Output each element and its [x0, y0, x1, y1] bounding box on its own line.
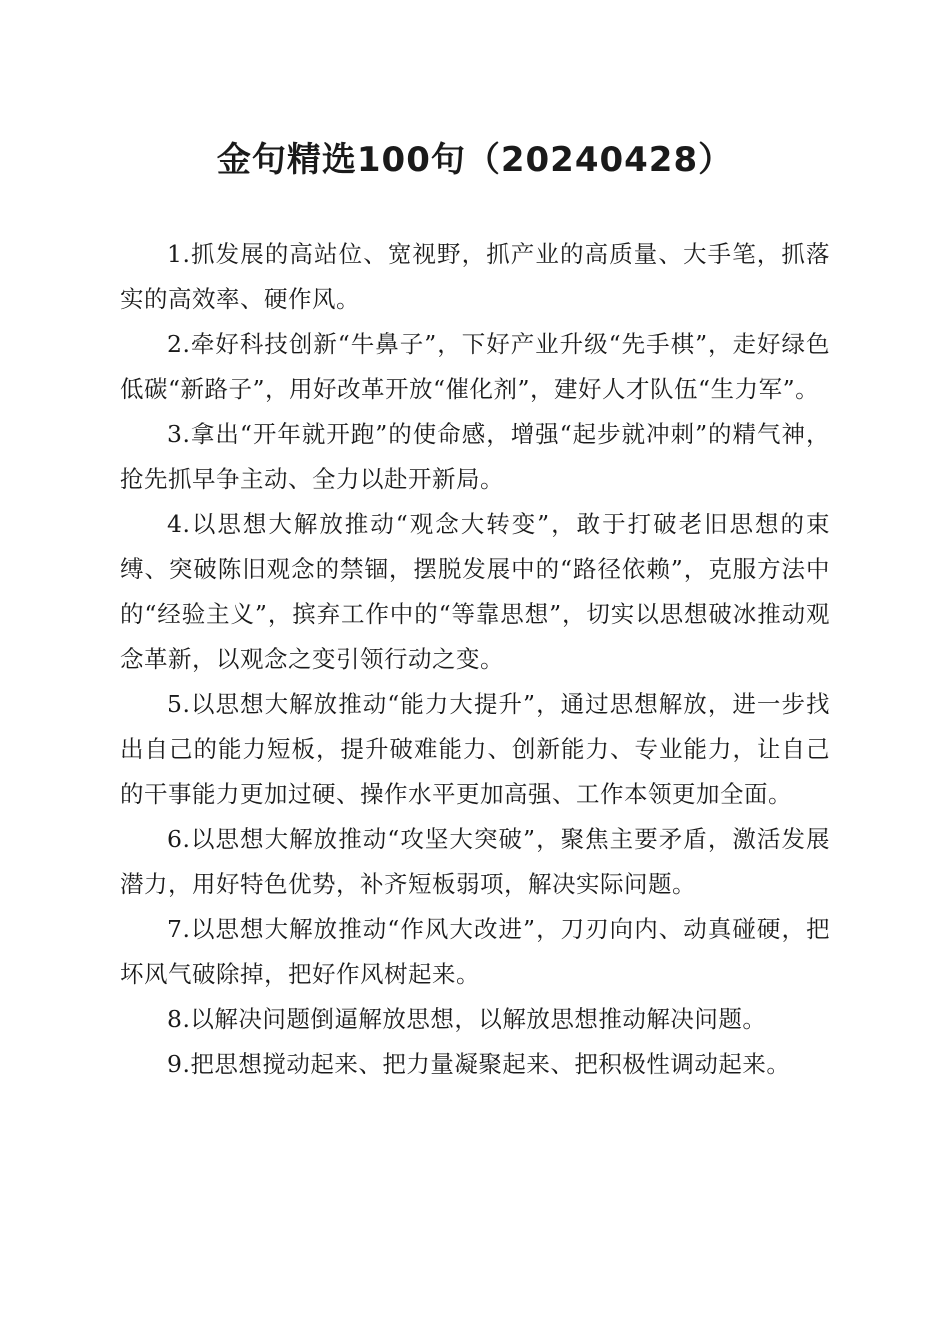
list-item: 7.以思想大解放推动“作风大改进”，刀刃向内、动真碰硬，把坏风气破除掉，把好作风树起来。 [120, 915, 830, 988]
list-item: 8.以解决问题倒逼解放思想，以解放思想推动解决问题。 [167, 1005, 767, 1033]
list-item: 9.把思想搅动起来、把力量凝聚起来、把积极性调动起来。 [167, 1050, 791, 1078]
list-item: 1.抓发展的高站位、宽视野，抓产业的高质量、大手笔，抓落实的高效率、硬作风。 [120, 240, 830, 313]
list-item: 4.以思想大解放推动“观念大转变”，敢于打破老旧思想的束缚、突破陈旧观念的禁锢，摆脱发展中的“路径依赖”，克服方法中的“经验主义”，摈弃工作中的“等靠思想”，切实以思想破冰推动观念革新，以观念之变引领行动之变。 [120, 510, 830, 673]
document-title: 金句精选100句（20240428） [216, 140, 734, 180]
list-item: 6.以思想大解放推动“攻坚大突破”，聚焦主要矛盾，激活发展潜力，用好特色优势，补齐短板弱项，解决实际问题。 [120, 825, 830, 898]
list-item: 2.牵好科技创新“牛鼻子”，下好产业升级“先手棋”，走好绿色低碳“新路子”，用好改革开放“催化剂”，建好人才队伍“生力军”。 [120, 330, 830, 403]
list-item: 3.拿出“开年就开跑”的使命感，增强“起步就冲刺”的精气神，抢先抓早争主动、全力以赴开新局。 [120, 420, 830, 493]
document-body [120, 232, 830, 1087]
list-item: 5.以思想大解放推动“能力大提升”，通过思想解放，进一步找出自己的能力短板，提升破难能力、创新能力、专业能力，让自己的干事能力更加过硬、操作水平更加高强、工作本领更加全面。 [120, 690, 830, 808]
